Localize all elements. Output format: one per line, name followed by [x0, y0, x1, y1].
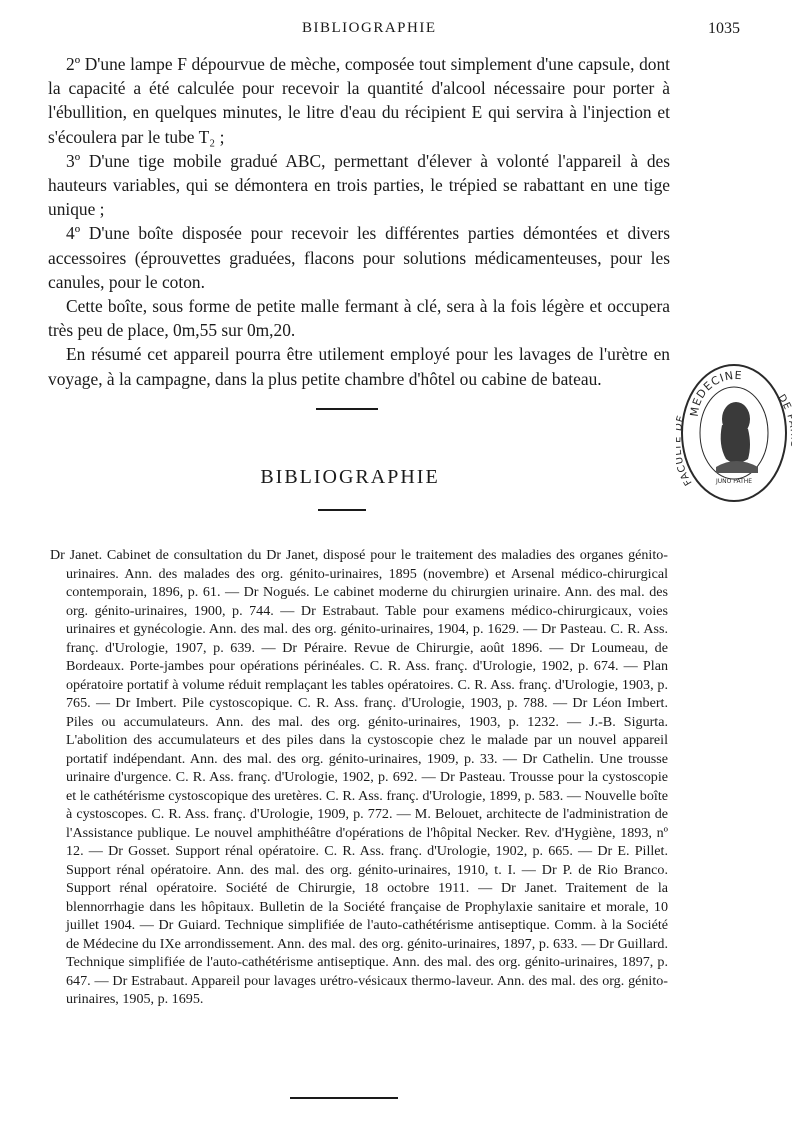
stamp-text-top: MEDECINE: [687, 368, 743, 418]
stamp-inner-text: JUNO PATHE: [715, 478, 753, 485]
body-paragraph: En résumé cet appareil pourra être utilement employé pour les lavages de l'urètre en voyage, à la campagne, dans la plus petite chambre d'hôtel ou cabine de bateau.: [48, 344, 670, 389]
portrait-icon: [716, 402, 758, 473]
svg-text:FACULTE DE: [676, 414, 695, 488]
bibliography-text: Dr Janet. Cabinet de consultation du Dr Janet, disposé pour le traitement des maladies des organes génito-urinaires. Ann. des malades des org. génito-urinaires, 1895 (novembre) et Arsenal médico-chirurgical contemporain, 1896, p. 61. — Dr Nogués. Le cabinet moderne du chirurgien urinaire. Ann. des mal. des org. génito-urinaires, 1900, p. 744. — Dr Estrabaut. Table pour examens médico-chirurgicaux, voies urinaires et gynécologie. Ann. des mal. des org. génito-urinaires, 1904, p. 1629. — Dr Pasteau. C. R. Ass. franç. d'Urologie, 1907, p. 639. — Dr Péraire. Revue de Chirurgie, août 1896. — Dr Loumeau, de Bordeaux. Porte-jambes pour opérations périnéales. C. R. Ass. franç. d'Urologie, 1902, p. 674. — Plan opératoire portatif à volume réduit remplaçant les tables opératoires. C. R. Ass. franç. d'Urologie, 1903, p. 765. — Dr Imbert. Pile cystoscopique. C. R. Ass. franç. d'Urologie, 1903, p. 788. — Dr Léon Imbert. Piles ou accumulateurs. Ann. des mal. des org. génito-urinaires, 1903, p. 1232. — J.-B. Sigurta. L'abolition des accumulateurs et des piles dans la cystoscopie chez le malade par un nouvel appareil portatif indépendant. Ann. des mal. des org. génito-urinaires, 1909, p. 33. — Dr Cathelin. Une trousse urinaire d'urgence. C. R. Ass. franç. d'Urologie, 1902, p. 692. — Dr Pasteau. Trousse pour la cystoscopie et le cathétérisme cystoscopique des uretères. C. R. Ass. franç. d'Urologie, 1899, p. 583. — Nouvelle boîte à cystoscopes. C. R. Ass. franç. d'Urologie, 1909, p. 772. — M. Belouet, architecte de l'administration de l'Assistance publique. Le nouvel amphithéâtre d'opérations de l'hôpital Necker. Rev. d'Hygiène, 1893, nº 12. — Dr Gosset. Support rénal opératoire. C. R. Ass. franç. d'Urologie, 1902, p. 665. — Dr E. Pillet. Support rénal opératoire. Ann. des mal. des org. génito-urinaires, 1910, t. I. — Dr P. de Rio Branco. Support rénal opératoire. Société de Chirurgie, 18 octobre 1911. — Dr Janet. Traitement de la blennorrhagie dans les hôpitaux. Bulletin de la Société française de Prophylaxie sanitaire et morale, 10 juillet 1904. — Dr Guiard. Technique simplifiée de l'auto-cathétérisme antiseptique. Comm. à la Société de Médecine du IXe arrondissement. Ann. des mal. des org. génito-urinaires, 1897, p. 633. — Dr Guillard. Technique simplifiée de l'auto-cathétérisme antiseptique. Ann. des mal. des org. génito-urinaires, 1897, p. 647. — Dr Estrabaut. Appareil pour lavages urétro-vésicaux thermo-laveur. Ann. des mal. des org. génito-urinaires, 1905, p. 1695.: [50, 547, 668, 1007]
section-title: BIBLIOGRAPHIE: [260, 466, 440, 488]
section-divider-bottom: [318, 509, 366, 511]
body-paragraph: Cette boîte, sous forme de petite malle fermant à clé, sera à la fois légère et occupera très peu de place, 0m,55 sur 0m,20.: [48, 296, 670, 341]
stamp-text-right: DE: [775, 392, 792, 413]
svg-text:DE PARIS: [776, 393, 792, 449]
body-paragraph: 2º D'une lampe F dépourvue de mèche, composée tout simplement d'une capsule, dont la capacité a été calculée pour recevoir la quantité d'alcool nécessaire pour porter à l'ébullition, en quelques minutes, le litre d'eau du récipient E qui servira à l'injection et s'écoulera par le tube T₂ ;: [48, 54, 670, 147]
body-paragraph: 4º D'une boîte disposée pour recevoir les différentes parties démontées et divers accessoires (éprouvettes graduées, flacons pour solutions médicamenteuses, pour les canules, pour le coton.: [48, 223, 670, 292]
faculty-stamp: [676, 355, 792, 505]
body-paragraph: 3º D'une tige mobile gradué ABC, permettant d'élever à volonté l'appareil à des hauteurs variables, qui se démontera en trois parties, le trépied se rabattant en une tige unique ;: [48, 150, 670, 220]
page-number: 1035: [708, 20, 740, 37]
page-header: [40, 18, 740, 42]
body-text: [48, 52, 670, 391]
stamp-text-left: FAC E: [676, 413, 695, 488]
faculty-seal-icon: [676, 355, 792, 505]
running-head: BIBLIOGRAPHIE: [302, 20, 437, 36]
section-divider-top: [316, 408, 378, 410]
bibliography-list: [50, 546, 668, 1009]
page-end-rule: [290, 1097, 398, 1099]
